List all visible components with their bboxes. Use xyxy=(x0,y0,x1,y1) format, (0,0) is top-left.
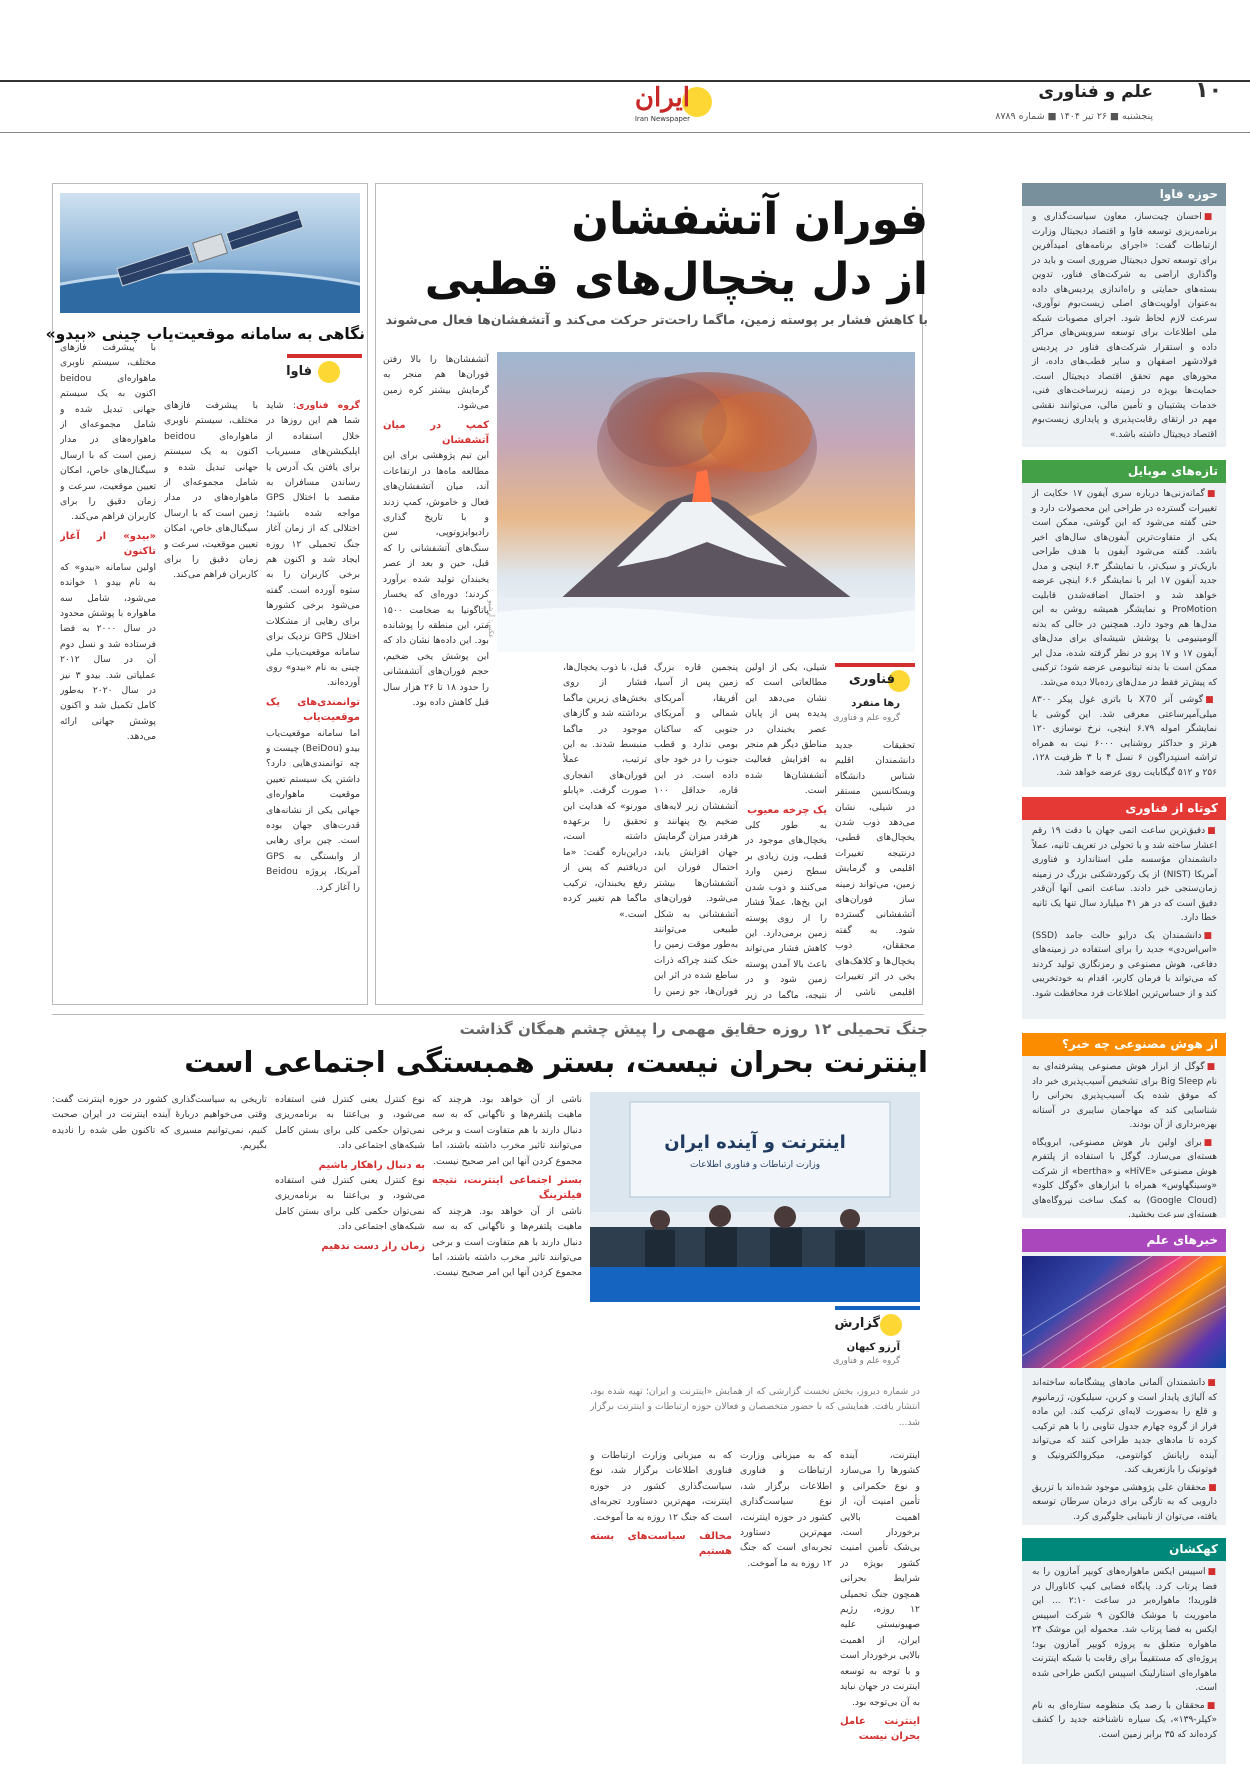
author-group: گروه علم و فناوری xyxy=(832,1356,900,1366)
sidebar-box-title: از هوش مصنوعی چه خبر؟ xyxy=(1022,1033,1226,1056)
bullet-icon: ■ xyxy=(1207,1378,1217,1388)
section-label: فاوا xyxy=(286,364,312,379)
author-name: آرزو کیهان xyxy=(846,1342,900,1353)
list-item: ■دقیق‌ترین ساعت اتمی جهان با دقت ۱۹ رقم اعشار ساخته شد و با تحولی در تعریف ثانیه، عملاً دانشمندان مؤسسه ملی استاندارد و فناوری آمریکا (NIST) از یک رکوردشکنی بزرگ در زمینه زمان‌سنجی خبر دادند. ساعت اتمی آنها آن‌قدر دقیق است که در هر ۴۱ میلیارد سال تنها یک ثانیه خطا دارد. xyxy=(1032,826,1218,923)
subheading: بستر اجتماعی اینترنت، نتیجه فیلترینگ xyxy=(432,1175,582,1202)
author-group: گروه علم و فناوری xyxy=(832,713,900,723)
bullet-icon: ■ xyxy=(1207,1567,1217,1577)
subheading: «بیدو» از آغاز تاکنون xyxy=(60,530,156,558)
date-line: پنجشنبه ■ ۲۶ تیر ۱۴۰۴ ■ شماره ۸۷۸۹ xyxy=(995,111,1153,122)
volcano-column-3: پنجمین قاره بزرگ زمین پس از آسیا، آفریقا، آمریکای شمالی و آمریکای جنوبی که ساکنان بومی ندارد و قطب جنوب را در خود جای داده است. در این قاره، حداقل ۱۰۰ آتشفشان زیر لایه‌های ضخیم یخ پنهانند و هرقدر میزان گرمایش جهان افزایش یابد، احتمال فوران این آتشفشان‌ها بیشتر می‌شود. فوران‌های آتشفشانی به شکل طبیعی می‌توانند به‌طور موقت زمین را خنک کنند چراکه ذرات ساطع شده در اثر این فوران‌ها، جو زمین را xyxy=(654,662,738,997)
sidebar-box-body xyxy=(1022,1056,1226,1218)
header-bottom-rule xyxy=(0,132,1250,133)
volcano-column-2: شیلی، یکی از اولین مطالعاتی است که نشان می‌دهد این پدیده پس از پایان عصر یخبندان در مناطق دیگر هم منجر به افزایش فعالیت آتشفشان‌ها شده است. یک چرخه معیوب به طور کلی یخچال‌های موجود در قطب، وزن زیادی بر سطح زمین وارد می‌کنند و ذوب شدن این یخ‌ها، عملاً فشار را از روی پوسته زمین برمی‌دارد. این کاهش فشار می‌تواند باعث بالا آمدن پوسته زمین شود و در نتیجه، ماگما در زیر xyxy=(745,662,827,1000)
volcano-headline: فوران آتشفشان از دل یخچال‌های قطبی xyxy=(424,194,928,305)
list-item: ■احسان چیت‌ساز، معاون سیاست‌گذاری و برنامه‌ریزی توسعه فاوا و اقتصاد دیجیتال وزارت ارتباطات گفت: «اجرای برنامه‌های امیدآفرین برای توسعه تحول دیجیتال ضروری است و باید در واگذاری اراضی به شرکت‌های فناور، تدوین بسته‌های حمایتی و راه‌اندازی پردیس‌های داده به‌عنوان اولویت‌های اصلی زیست‌بوم نوآوری، سرعت لازم لحاظ شود. اجرای مصوبات شبکه ملی اطلاعات برای توسعه سرویس‌های مراکز داده و استقرار شرکت‌های فناور در پردیس فولادشهر اصفهان و سایر قطب‌های داده، از محورهای مهم تحقق اقتصاد دیجیتال است. حمایت‌ها بویژه در زمینه زیرساخت‌های فنی، خدمات پشتیبان و تأمین مالی، می‌توانند نقشی مهم در ارتقای رقابت‌پذیری و پایداری زیست‌بوم اقتصاد دیجیتال داشته باشد.» xyxy=(1032,212,1217,440)
internet-kicker: جنگ تحمیلی ۱۲ روزه حقایق مهمی را پیش چشم همگان گذاشت xyxy=(459,1020,928,1038)
section-rule xyxy=(287,354,362,358)
volcano-image xyxy=(497,352,915,652)
internet-column-4: ناشی از آن خواهد بود. هرچند که ماهیت پلتفرم‌ها و ناگهانی که به سه دنبال دارند با هم متفاوت است و برخی می‌توانند تاثیر مخرب داشته باشند، اما مجموع کردن آنها این امر صحیح نیست. بستر اجتماعی اینترنت، نتیجه فیلترینگ ناشی از آن خواهد بود. هرچند که ماهیت پلتفرم‌ها و ناگهانی که به سه دنبال دارند با هم متفاوت است و برخی می‌توانند تاثیر مخرب داشته باشند، اما مجموع کردن آنها این امر صحیح نیست. xyxy=(432,1094,582,1279)
section-dot-icon xyxy=(318,361,340,383)
sidebar-box-mobile xyxy=(1022,460,1226,787)
section-label: گزارش xyxy=(834,1316,880,1331)
sidebar-box-body xyxy=(1022,820,1226,1008)
volcano-subhead: با کاهش فشار بر پوسته زمین، ماگما راحت‌تر حرکت می‌کند و آتشفشان‌ها فعال می‌شوند xyxy=(385,312,928,327)
volcano-column-1: تحقیقات جدید دانشمندان اقلیم شناس دانشگاه ویسکانسین مستقر در شیلی، نشان می‌دهد ذوب شدن یخچال‌های قطبی، درنتیجه تغییرات اقلیمی و گرمایش زمین، می‌تواند زمینه ساز فوران‌های آتشفشانی گسترده شود. به گفته محققان، ذوب یخچال‌ها و کلاهک‌های یخی در اثر تغییرات اقلیمی ناشی از xyxy=(835,740,915,998)
section-label: فناوری xyxy=(848,672,895,687)
bullet-icon: ■ xyxy=(1203,212,1217,222)
subheading: کمپ در میان آتشفشان xyxy=(383,419,489,447)
bullet-icon: ■ xyxy=(1206,1062,1217,1072)
satellite-image xyxy=(60,193,360,313)
subheading: اینترنت عامل بحران نیست xyxy=(840,1715,920,1743)
section-rule xyxy=(835,663,915,667)
internet-column-6: تاریخی به سیاست‌گذاری کشور در حوزه اینترنت گفت: وقتی می‌خواهیم دربارهٔ آینده اینترنت در ایران صحبت کنیم، نمی‌توانیم مسیری که تاکنون طی شده را نادیده بگیریم. xyxy=(52,1094,267,1152)
subheading: توانمندی‌های یک موقعیت‌یاب xyxy=(266,696,360,724)
bullet-icon: ■ xyxy=(1205,695,1217,705)
photo-caption: در شماره دیروز، بخش نخست گزارشی که از همایش «اینترنت و ایران؛ تهیه شده بود، انتشار یافت. همایشی که با حضور متخصصان و فعالان حوزه ارتباطات و اینترنت برگزار شد... xyxy=(590,1386,920,1428)
bullet-icon: ■ xyxy=(1208,1482,1217,1493)
photo-credit: عکس: آرشیو xyxy=(487,600,495,639)
volcano-column-5: آتشفشان‌ها را بالا رفتن فوران‌ها هم منجر به گرمایش بیشتر کره زمین می‌شود. کمپ در میان آتشفشان این تیم پژوهشی برای این مطالعه ماه‌ها در ارتفاعات آند، میان آتشفشان‌های فعال و خاموش، کمپ زدند و با تاریخ گذاری رادیوایزوتوپی، سن سنگ‌های آتشفشانی را که قبل، حین و بعد از عصر یخبندان تولید شده برآورد کردند؛ دوره‌ای که یخسار پاتاگونیا به ضخامت ۱۵۰۰ متر، این منطقه را پوشانده بود. این داده‌ها نشان داد که این پوشش یخی ضخیم، حجم فوران‌های آتشفشانی را حدود ۱۸ تا ۲۶ هزار سال قبل کاهش داده بود. xyxy=(383,354,489,708)
volcano-column-4: قبل، با ذوب یخچال‌ها، فشار از روی بخش‌های زیرین ماگما برداشته شد و گازهای موجود در ماگما منبسط شدند. به این ترتیب، عملاً فوران‌های انفجاری صورت گرفت. «پابلو مورنو» که هدایت این تحقیق را برعهده داشته است، دراین‌باره گفت: «ما دریافتیم که پس از رفع یخبندان، ترکیب ماگما هم تغییر کرده است.» xyxy=(563,662,647,920)
section-dot-icon xyxy=(880,1314,902,1336)
bullet-icon: ■ xyxy=(1203,930,1217,941)
newspaper-logo[interactable] xyxy=(620,81,712,126)
banner-subtitle: وزارت ارتباطات و فناوری اطلاعات xyxy=(689,1160,821,1170)
volcano-eruption-icon xyxy=(497,352,915,652)
list-item: ■اسپیس ایکس ماهواره‌های کویپر آمازون را به فضا پرتاب کرد. پایگاه فضایی کیپ کاناورال در فلوریدا؛ ماهواره‌بر در ساعت ۲:۱۰ ... این ماموریت با موشک فالکون ۹ شرکت اسپیس ایکس به فضا پرتاب شد. محموله این موشک ۲۴ ماهواره متعلق به پروژه کویپر آمازون بود؛ پروژه‌ای که مستقیماً برای رقابت با شبکه اینترنت ماهواره‌ای استارلینک اسپیس ایکس طراحی شده است. xyxy=(1032,1567,1217,1693)
subheading: مخالف سیاست‌های بسته هستیم xyxy=(590,1531,732,1558)
internet-column-3: که به میزبانی وزارت ارتباطات و فناوری اطلاعات برگزار شد، نوع سیاست‌گذاری کشور در حوزه اینترنت، مهم‌ترین دستاورد تجربه‌ای است که جنگ ۱۲ روزه به ما آموخت. مخالف سیاست‌های بسته هستیم xyxy=(590,1448,732,1778)
subheading: زمان راز دست ندهیم xyxy=(321,1240,425,1252)
internet-headline: اینترنت بحران نیست، بستر همبستگی اجتماعی است xyxy=(184,1045,928,1079)
subheading: یک چرخه معیوب xyxy=(747,804,827,816)
sidebar-box-body xyxy=(1022,1372,1226,1525)
logo-text: ایران xyxy=(634,83,690,113)
bullet-icon: ■ xyxy=(1206,489,1217,499)
sidebar-box-body xyxy=(1022,1561,1226,1749)
list-item: ■محققان با رصد یک منظومه ستاره‌ای به نام «کپلر-۱۳۹»، یک سیاره ناشناخته جدید را کشف کرده‌اند که ۳۵ برابر زمین است. xyxy=(1032,1700,1217,1740)
section-rule xyxy=(835,1306,920,1310)
internet-column-2: که به میزبانی وزارت ارتباطات و فناوری اطلاعات برگزار شد، نوع سیاست‌گذاری کشور در حوزه اینترنت، مهم‌ترین دستاورد تجربه‌ای است که جنگ ۱۲ روزه به ما آموخت. xyxy=(740,1450,832,1569)
list-item: ■گمانه‌زنی‌ها درباره سری آیفون ۱۷ حکایت از تغییرات گسترده در طراحی این محصولات دارد و حتی گفته می‌شود که این گوشی، ممکن است یکی از متفاوت‌ترین آیفون‌های سال‌های اخیر باشد. گفته می‌شود آیفون با هدف طراحی باریک‌تر و سبک‌تر، با نمایشگر ۶.۳ اینچی و مدل جدید آیفون ۱۷ ایر با نمایشگر ۶.۶ اینچی عرضه خواهد شد و احتمال اضافه‌شدن قابلیت ProMotion و نمایشگر همیشه روشن به این مدل‌ها هم وجود دارد. همچنین در حالی که بدنه آلومینیومی با پوشش شیشه‌ای برای مدل‌های آیفون ۱۷ و ۱۷ پرو در نظر گرفته شده، مدل ایر ممکن است با بدنه تیتانیومی عرضه شود؛ ترکیبی که پیش‌تر فقط در مدل‌های رده‌بالا دیده می‌شد. xyxy=(1032,489,1217,688)
conference-stage-icon xyxy=(590,1092,920,1302)
beidou-column-1: گروه فناوری: شاید شما هم این روزها در خلال استفاده از اپلیکیشن‌های مسیریاب برای یافتن یک آدرس یا رساندن مسافران به مقصد با اختلال GPS مواجه شده باشید؛ اختلالی که از زمان آغاز جنگ تحمیلی ۱۲ روزه ایجاد شد و اکنون هم برخی کاربران را به ستوه آورده است. گفته می‌شود برخی کشورها برای رهایی از مشکلات اختلال GPS نزدیک برای سامانه موقعیت‌یاب ملی چینی به نام «بیدو» روی آورده‌اند. توانمندی‌های یک موقعیت‌یاب اما سامانه موقعیت‌یاب بیدو (BeiDou) چیست و چه توانمندی‌هایی دارد؟ داشتن یک سیستم تعیین موقعیت ماهواره‌ای جهانی یکی از نشانه‌های قدرت‌های جهان بوده است. چین برای رهایی از وابستگی به GPS آمریکا، پروژه Beidou را آغاز کرد. xyxy=(266,400,360,893)
list-item: ■برای اولین بار هوش مصنوعی، ابرویگاه هسته‌ای می‌سازد. گوگل با استفاده از پلتفرم هوش مصنوعی «HiVE» و «bertha» از شرکت «وسینگهاوس» همراه با ابزارهای «گوگل کلود» (Google Cloud) به کمک ساخت نیروگاه‌های هسته‌ای سرعت بخشید. xyxy=(1032,1137,1217,1218)
subheading: به دنبال راهکار باشیم xyxy=(318,1159,425,1171)
list-item: ■دانشمندان آلمانی مادهای پیشگامانه ساخته‌اند که آلیاژی پایدار است و کربن، سیلیکون، ژرمانیوم و قلع را به‌صورت لایه‌ای ترکیب کند. این ماده فرار از گروه چهارم جدول تناوبی را با هم ترکیب کرده تا مادهای جدید طراحی کنند که می‌تواند آینده رایانش کوانتومی، میکروالکترونیک و فوتونیک را بازتعریف کند. xyxy=(1032,1378,1217,1475)
sidebar-box-fava xyxy=(1022,183,1226,447)
list-item: ■محققان علی پژوهشی موجود شده‌اند با تزریق دارویی که به تازگی برای درمان سرطان توسعه یافته، می‌توان از نابینایی جلوگیری کرد. xyxy=(1032,1482,1217,1522)
sidebar-box-body xyxy=(1022,483,1226,787)
bullet-icon: ■ xyxy=(1203,1137,1217,1148)
light-rays-icon xyxy=(1022,1256,1226,1368)
sidebar-box-galaxy xyxy=(1022,1538,1226,1764)
bullet-icon: ■ xyxy=(1207,826,1217,836)
beidou-column-2: با پیشرفت فازهای مختلف، سیستم ناوبری ماهواره‌ای beidou اکنون به یک سیستم جهانی تبدیل شده و شامل مجموعه‌ای از ماهواره‌های در مدار زمین است که با ارسال سیگنال‌های خاص، امکان تعیین موقعیت، سرعت و زمان دقیق را برای کاربران فراهم می‌کند. xyxy=(164,400,258,581)
internet-column-5: نوع کنترل یعنی کنترل فنی استفاده می‌شود، و بی‌اعتنا به برنامه‌ریزی نمی‌توان حکمی کلی برای بستن کامل شبکه‌های اجتماعی داد. به دنبال راهکار باشیم نوع کنترل یعنی کنترل فنی استفاده می‌شود، و بی‌اعتنا به برنامه‌ریزی نمی‌توان حکمی کلی برای بستن کامل شبکه‌های اجتماعی داد. زمان راز دست ندهیم xyxy=(275,1092,425,1778)
banner-title: اینترنت و آینده ایران xyxy=(664,1132,846,1153)
section-title: علم و فناوری xyxy=(1038,82,1153,102)
sidebar-box-title: تازه‌های موبایل xyxy=(1022,460,1226,483)
list-item: ■گوگل از ابزار هوش مصنوعی پیشرفته‌ای به نام Big Sleep برای تشخیص آسیب‌پذیری خبر داد که موفق شده یک آسیب‌پذیری بحرانی را شناسایی کند که مهاجمان سایبری در آستانه بهره‌برداری از آن بودند. xyxy=(1032,1062,1217,1130)
sidebar-box-title: کهکشان xyxy=(1022,1538,1226,1561)
beidou-headline: نگاهی به سامانه موقعیت‌یاب چینی «بیدو» xyxy=(45,325,365,343)
satellite-icon xyxy=(60,193,360,313)
sidebar-box-title: خبرهای علم xyxy=(1022,1229,1226,1252)
page-number: ۱۰ xyxy=(1195,78,1222,103)
sidebar-box-title: کوتاه از فناوری xyxy=(1022,797,1226,820)
sidebar-box-tech xyxy=(1022,797,1226,1019)
divider xyxy=(52,1014,924,1015)
internet-column-1: اینترنت، آینده کشورها را می‌سازد و نوع حکمرانی و تأمین امنیت آن، از اهمیت بالایی برخوردار است. بی‌شک تأمین امنیت کشور بویژه در شرایط بحرانی همچون جنگ تحمیلی ۱۲ روزه، رژیم صهیونیستی علیه ایران، از اهمیت بالایی برخوردار است و با توجه به توسعه اینترنت در جهان نباید به آن بی‌توجه بود. اینترنت عامل بحران نیست xyxy=(840,1448,920,1778)
sidebar-box-science xyxy=(1022,1229,1226,1525)
sidebar-box-ai xyxy=(1022,1033,1226,1218)
logo-subtext: Iran Newspaper xyxy=(634,115,690,123)
sidebar-box-body xyxy=(1022,206,1226,447)
list-item: ■گوشی آنر X70 با باتری غول پیکر ۸۳۰۰ میلی‌آمپرساعتی معرفی شد. این گوشی با نمایشگر اموله ۶.۷۹ اینچی، نرخ نوسازی ۱۲۰ هرتز و حداکثر روشنایی ۶۰۰۰ نیت به همراه تراشه اسنپدراگون ۶ نسل ۴ با ۳ ظرفیت ۱۲۸، ۲۵۶ و ۵۱۲ گیگابایت روی عرضه خواهد شد. xyxy=(1032,695,1217,778)
event-photo xyxy=(590,1092,920,1302)
science-image xyxy=(1022,1256,1226,1368)
author-name: رها منفرد xyxy=(851,698,900,709)
beidou-column-3: با پیشرفت فازهای مختلف، سیستم ناوبری ماهواره‌ای beidou اکنون به یک سیستم جهانی تبدیل شده و شامل مجموعه‌ای از ماهواره‌های در مدار زمین است که با ارسال سیگنال‌های خاص، امکان تعیین موقعیت، سرعت و زمان دقیق را برای کاربران فراهم می‌کند. «بیدو» از آغاز تاکنون اولین سامانه «بیدو» که به نام بیدو ۱ خوانده می‌شود، شامل سه ماهواره با پوشش محدود در سال ۲۰۰۰ به فضا فرستاده شد و نسل دوم آن در سال ۲۰۱۲ عملیاتی شد. بیدو ۳ نیز در سال ۲۰۲۰ به‌طور کامل تکمیل شد و اکنون پوشش جهانی ارائه می‌دهد. xyxy=(60,342,156,743)
list-item: ■دانشمندان یک درایو حالت جامد (SSD) «اس‌اس‌دی» جدید را برای استفاده در زمینه‌های دفاعی، هوش مصنوعی و رمزنگاری تولید کردند که می‌تواند با فرمان کاربر، اقدام به خودتخریبی کند و از حساس‌ترین اطلاعات فرد محافظت شود. xyxy=(1032,930,1217,999)
sidebar-box-title: حوزه فاوا xyxy=(1022,183,1226,206)
bullet-icon: ■ xyxy=(1206,1700,1217,1711)
